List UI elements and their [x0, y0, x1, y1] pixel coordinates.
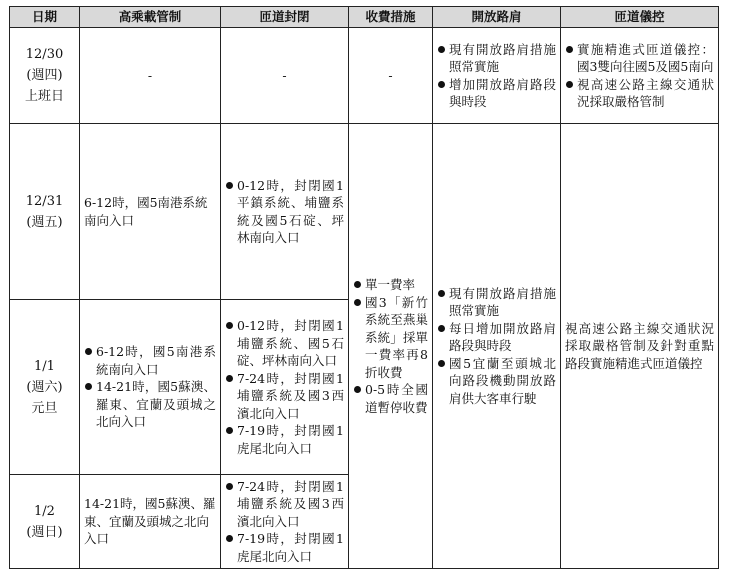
list-item: 0-12時，封閉國1埔鹽系統、國5石碇、坪林南向入口	[225, 317, 344, 370]
list-item: 7-24時，封閉國1埔鹽系統及國3西濱北向入口	[225, 370, 344, 423]
shoulder-cell	[433, 28, 561, 124]
list-item: 單一費率	[353, 276, 428, 294]
header-ramp-closure: 匝道封閉	[221, 7, 349, 28]
date-line: (週四)	[26, 68, 63, 83]
list-item: 增加開放路肩路段與時段	[437, 76, 556, 111]
toll-cell: -	[349, 28, 433, 124]
metering-merged-cell: 視高速公路主線交通狀況採取嚴格管制及針對重點路段實施精進式匝道儀控	[561, 124, 719, 569]
date-line: (週六)	[26, 379, 63, 395]
table-row	[10, 28, 719, 124]
list-item: 現有開放路肩措施照常實施	[437, 41, 556, 76]
date-cell	[10, 28, 80, 124]
header-ramp-metering: 匝道儀控	[561, 7, 719, 28]
header-row	[10, 7, 719, 28]
header-toll: 收費措施	[349, 7, 433, 28]
list-item: 0-12時，封閉國1平鎮系統、埔鹽系統及國5石碇、坪林南向入口	[225, 177, 344, 247]
list-item: 國5宜蘭至頭城北向路段機動開放路肩供大客車行駛	[437, 355, 556, 408]
list-item: 實施精進式匝道儀控：國3雙向往國5及國5南向	[565, 41, 714, 76]
header-date: 日期	[10, 7, 80, 28]
ramp-closure-cell	[221, 124, 349, 300]
traffic-measures-table	[9, 6, 719, 569]
list-item: 6-12時，國5南港系統南向入口	[84, 343, 216, 378]
hov-cell: 14-21時，國5蘇澳、羅東、宜蘭及頭城之北向入口	[80, 475, 221, 569]
shoulder-merged-cell	[433, 124, 561, 569]
date-line: (週日)	[26, 524, 63, 540]
ramp-closure-cell	[221, 300, 349, 475]
header-shoulder: 開放路肩	[433, 7, 561, 28]
date-cell	[10, 475, 80, 569]
date-line: 12/30	[25, 47, 64, 62]
date-line: 1/2	[34, 503, 55, 519]
hov-cell	[80, 300, 221, 475]
list-item: 7-19時，封閉國1虎尾北向入口	[225, 422, 344, 457]
ramp-closure-cell	[221, 475, 349, 569]
date-cell	[10, 300, 80, 475]
list-item: 國3「新竹系統至燕巢系統」採單一費率再8折收費	[353, 294, 428, 382]
hov-cell: 6-12時，國5南港系統南向入口	[80, 124, 221, 300]
list-item: 0-5時全國道暫停收費	[353, 381, 428, 416]
date-line: 元旦	[31, 400, 58, 416]
toll-merged-cell	[349, 124, 433, 569]
list-item: 14-21時，國5蘇澳、羅東、宜蘭及頭城之北向入口	[84, 378, 216, 431]
list-item: 現有開放路肩措施照常實施	[437, 285, 556, 320]
list-item: 每日增加開放路肩路段與時段	[437, 320, 556, 355]
date-line: (週五)	[26, 214, 63, 230]
metering-cell	[561, 28, 719, 124]
date-cell	[10, 124, 80, 300]
hov-cell: -	[80, 28, 221, 124]
date-line: 上班日	[24, 89, 64, 104]
list-item: 7-19時，封閉國1虎尾北向入口	[225, 530, 344, 565]
ramp-closure-cell: -	[221, 28, 349, 124]
header-hov: 高乘載管制	[80, 7, 221, 28]
date-line: 1/1	[34, 358, 55, 374]
table-row	[10, 124, 719, 300]
list-item: 7-24時，封閉國1埔鹽系統及國3西濱北向入口	[225, 478, 344, 531]
list-item: 視高速公路主線交通狀況採取嚴格管制	[565, 76, 714, 111]
date-line: 12/31	[25, 193, 64, 209]
